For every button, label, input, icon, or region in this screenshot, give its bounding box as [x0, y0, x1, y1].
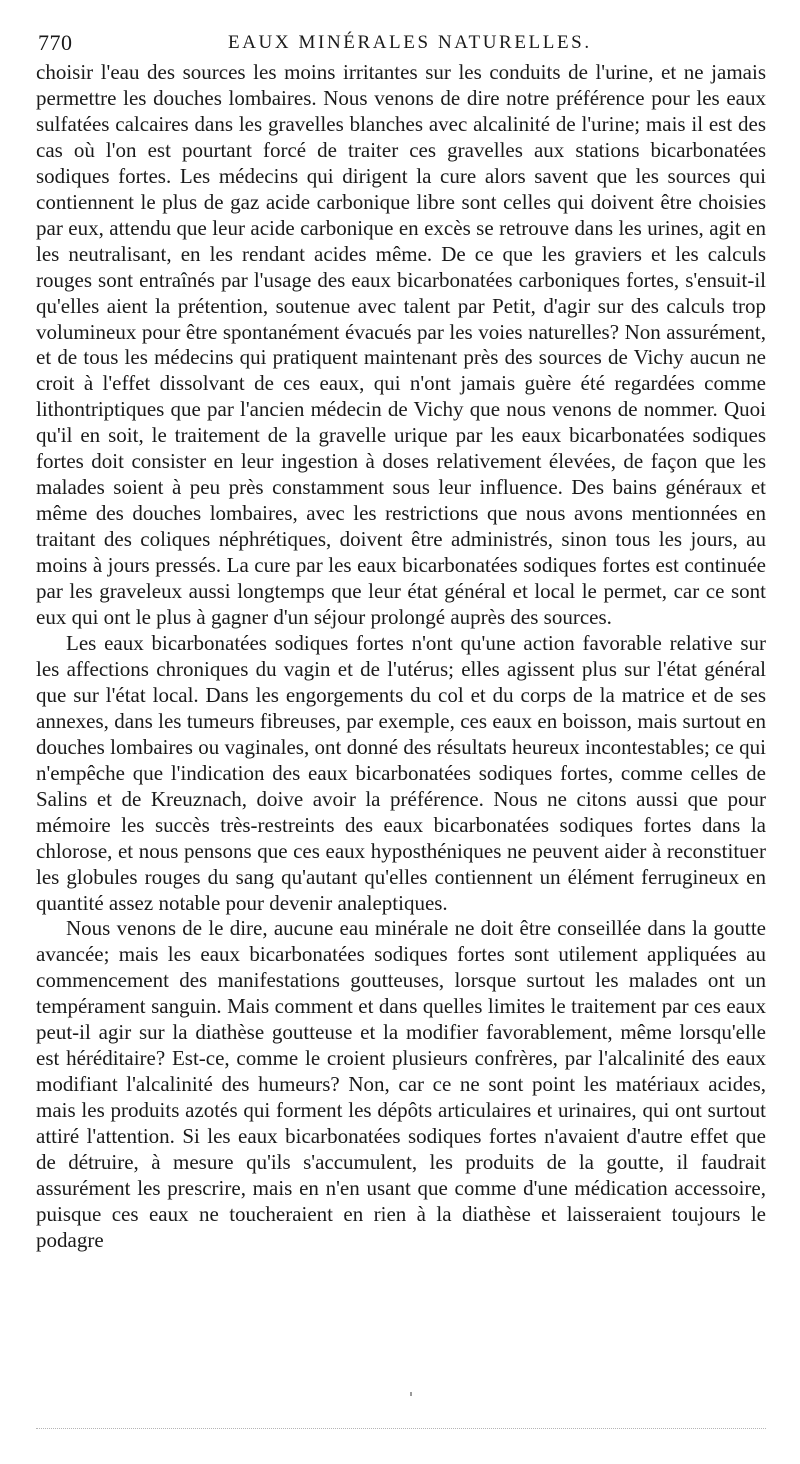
- paragraph: Nous venons de le dire, aucune eau minérale ne doit être conseillée dans la goutte avancée; mais les eaux bicarbonatées sodiques fortes sont utilement appliquées au commencement des manifestations goutteuses, lorsque surtout les malades ont un tempérament sanguin. Mais comment et dans quelles limites le traitement par ces eaux peut-il agir sur la diathèse goutteuse et la modifier favorablement, même lorsqu'elle est héréditaire? Est-ce, comme le croient plusieurs confrères, par l'alcalinité des eaux modifiant l'alcalinité des humeurs? Non, car ce ne sont point les matériaux acides, mais les produits azotés qui forment les dépôts articulaires et urinaires, qui ont surtout attiré l'attention. Si les eaux bicarbonatées sodiques fortes n'avaient d'autre effet que de détruire, à mesure qu'ils s'accumulent, les produits de la goutte, il faudrait assurément les prescrire, mais en n'en usant que comme d'une médication accessoire, puisque ces eaux ne toucheraient en rien à la diathèse et laisseraient toujours le podagre: [36, 916, 766, 1252]
- running-title: EAUX MINÉRALES NATURELLES.: [228, 32, 592, 53]
- page-number: 770: [38, 30, 73, 55]
- footer-rule: [36, 1428, 766, 1429]
- paragraph: Les eaux bicarbonatées sodiques fortes n'ont qu'une action favorable relative sur les affections chroniques du vagin et de l'utérus; elles agissent plus sur l'état général que sur l'état local. Dans les engorgements du col et du corps de la matrice et de ses annexes, dans les tumeurs fibreuses, par exemple, ces eaux en boisson, mais surtout en douches lombaires ou vaginales, ont donné des résultats heureux incontestables; ce qui n'empêche que l'indication des eaux bicarbonatées sodiques fortes, comme celles de Salins et de Kreuznach, doive avoir la préférence. Nous ne citons aussi que pour mémoire les succès très-restreints des eaux bicarbonatées sodiques fortes dans la chlorose, et nous pensons que ces eaux hyposthéniques ne peuvent aider à reconstituer les globules rouges du sang qu'autant qu'elles contiennent un élément ferrugineux en quantité assez notable pour devenir analeptiques.: [36, 630, 766, 915]
- body-text: [36, 60, 766, 1254]
- paragraph-continued: choisir l'eau des sources les moins irritantes sur les conduits de l'urine, et ne jamais permettre les douches lombaires. Nous venons de dire notre préférence pour les eaux sulfatées calcaires dans les gravelles blanches avec alcalinité de l'urine; mais il est des cas où l'on est pourtant forcé de traiter ces gravelles aux stations bicarbonatées sodiques fortes. Les médecins qui dirigent la cure alors savent que les sources qui contiennent le plus de gaz acide carbonique libre sont celles qui doivent être choisies par eux, attendu que leur acide carbonique en excès se retrouve dans les urines, agit en les neutralisant, en les rendant acides même. De ce que les graviers et les calculs rouges sont entraînés par l'usage des eaux bicarbonatées carboniques fortes, s'ensuit-il qu'elles aient la prétention, soutenue avec talent par Petit, d'agir sur des calculs trop volumineux pour être spontanément évacués par les voies naturelles? Non assurément, et de tous les médecins qui pratiquent maintenant près des sources de Vichy aucun ne croit à l'effet dissolvant de ces eaux, qui n'ont jamais guère été regardées comme lithontriptiques que par l'ancien médecin de Vichy que nous venons de nommer. Quoi qu'il en soit, le traitement de la gravelle urique par les eaux bicarbonatées sodiques fortes doit consister en leur ingestion à doses relativement élevées, de façon que les malades soient à peu près constamment sous leur influence. Des bains généraux et même des douches lombaires, avec les restrictions que nous avons mentionnées en traitant des coliques néphrétiques, doivent être administrés, sinon tous les jours, au moins à jours pressés. La cure par les eaux bicarbonatées sodiques fortes est continuée par les graveleux aussi longtemps que leur état général et local le permet, car ce sont eux qui ont le plus à gagner d'un séjour prolongé auprès des sources.: [36, 60, 766, 630]
- page-header: [38, 30, 768, 56]
- ink-speck: [410, 1392, 412, 1396]
